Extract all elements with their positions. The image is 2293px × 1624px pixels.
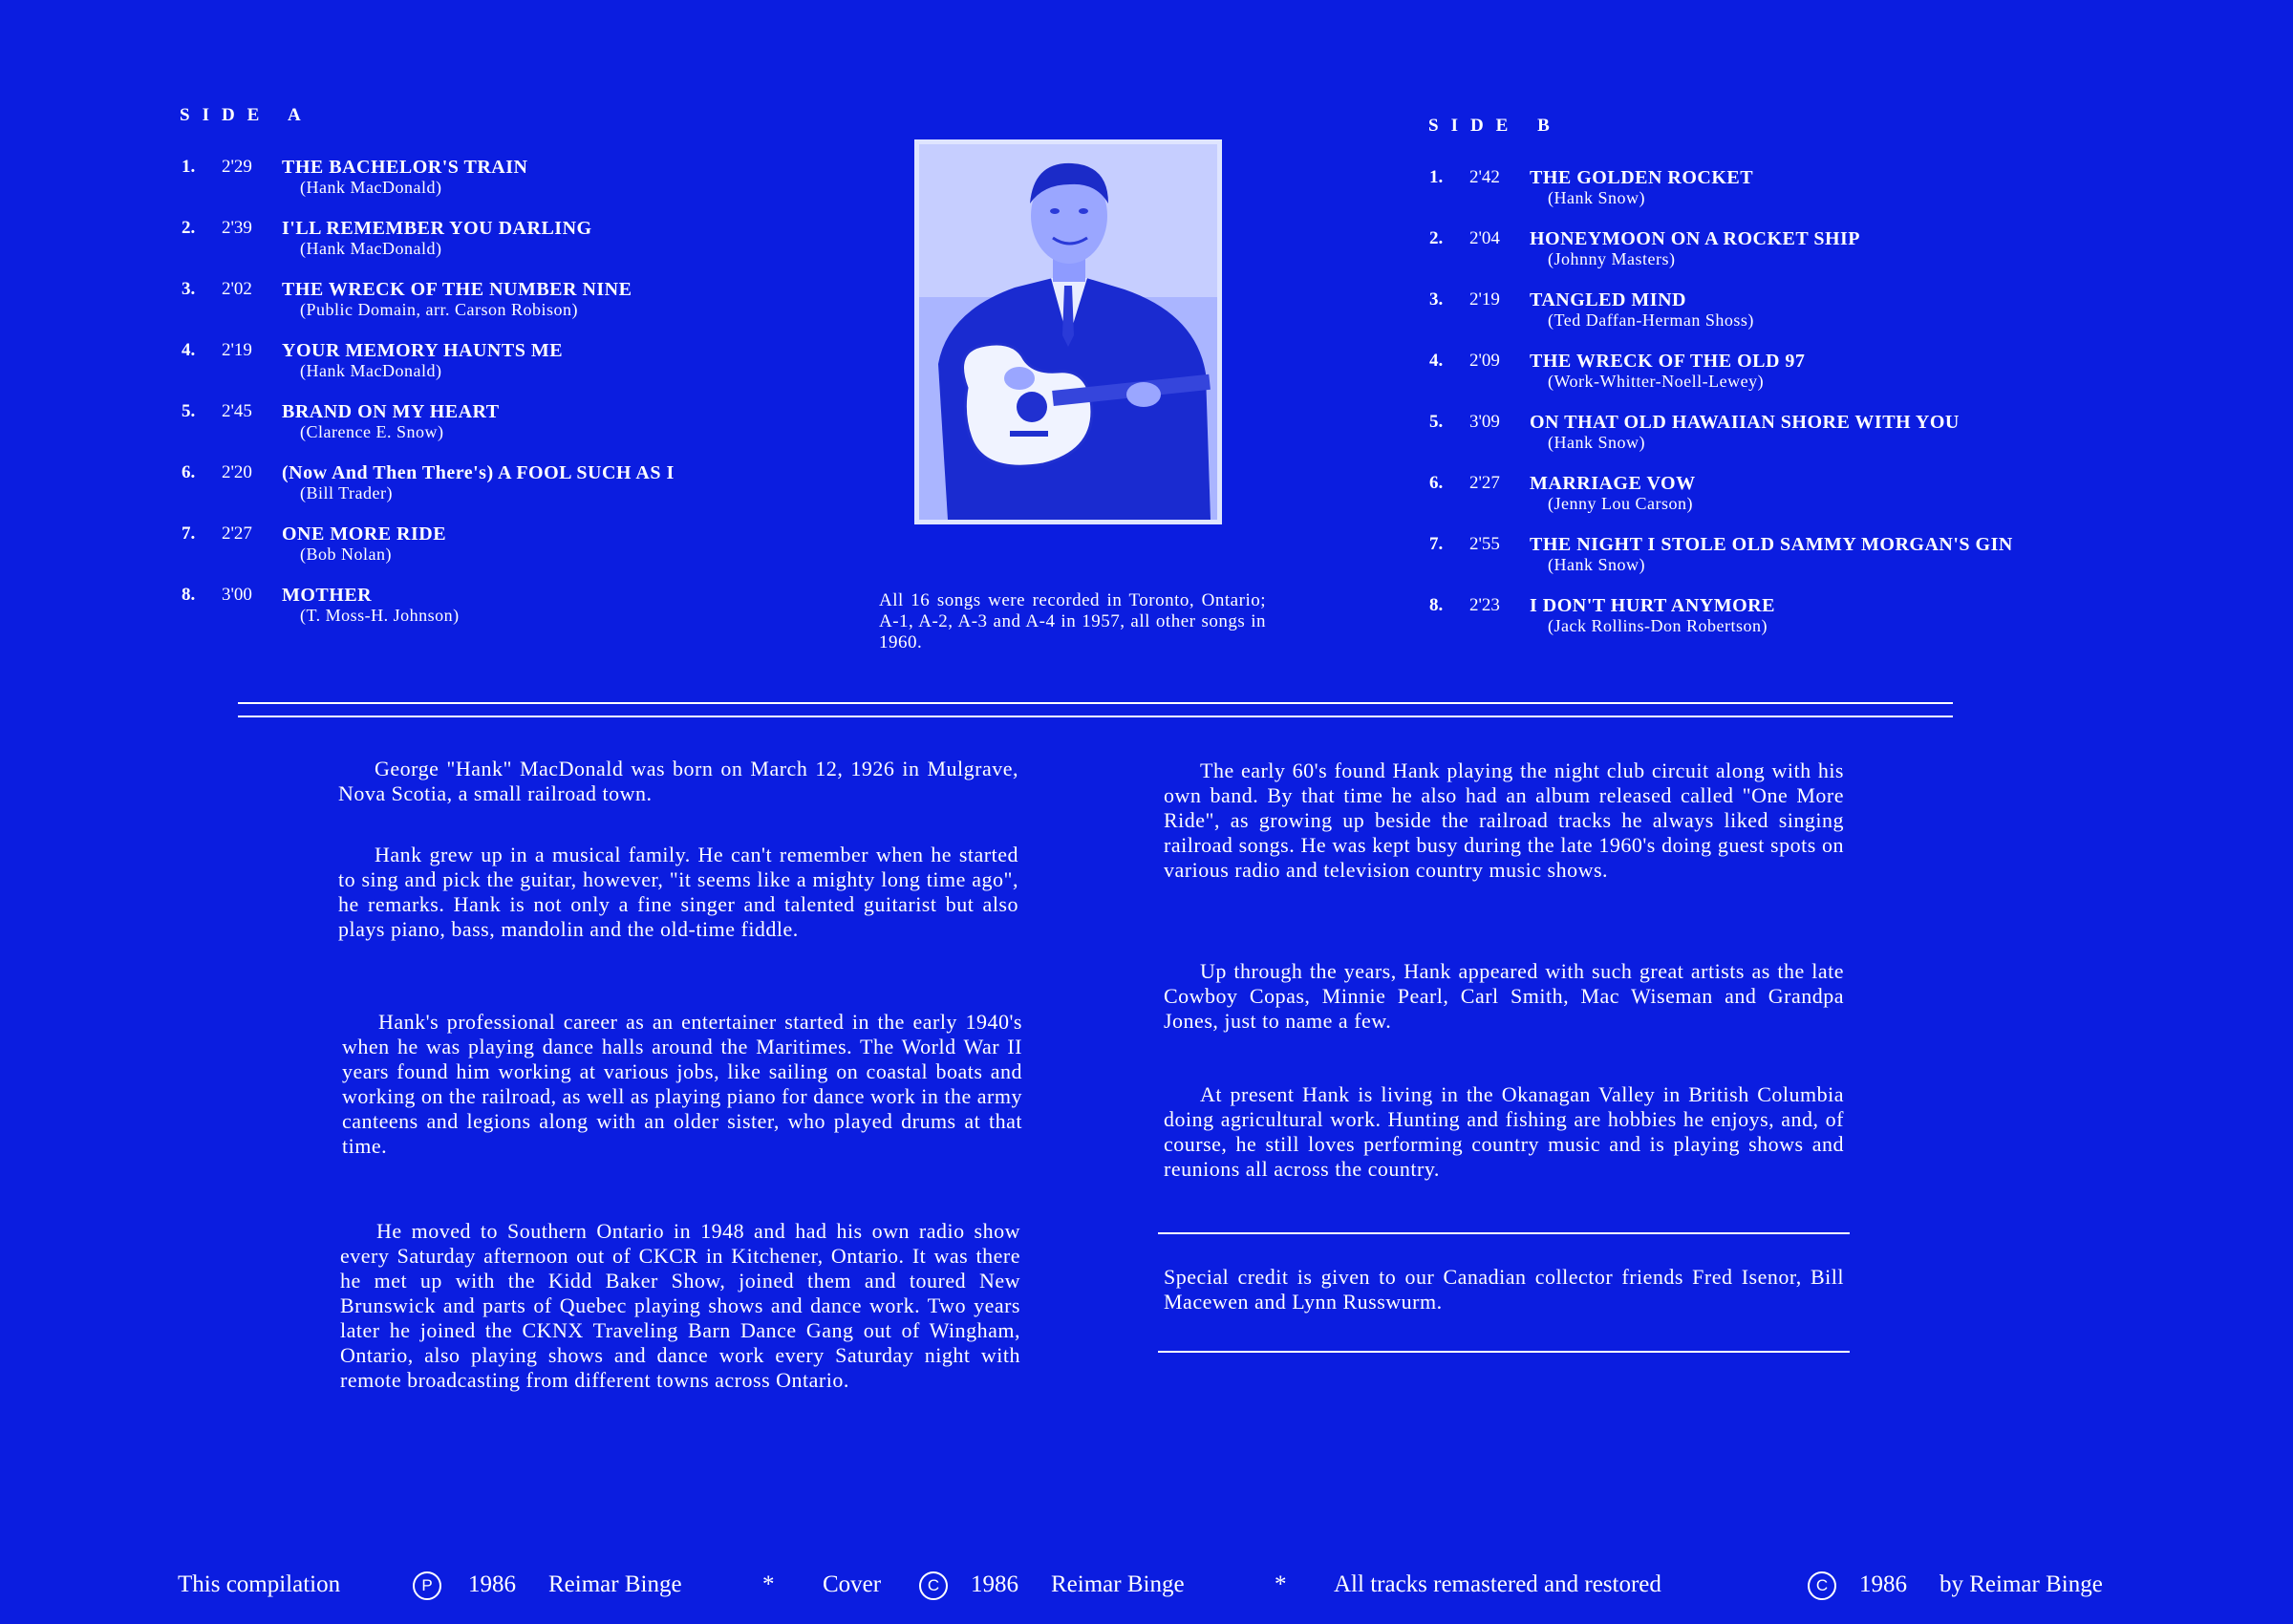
track-number: 3. <box>1429 289 1444 310</box>
copyright-footer <box>178 1571 2155 1606</box>
bio-paragraph: At present Hank is living in the Okanagan Valley in British Columbia doing agricultural work. Hunting and fishing are hobbies he enjoys, and, of course, he still loves performing country music and is playing shows and reunions all across the country. <box>1164 1082 1844 1181</box>
track-composer: (Hank MacDonald) <box>300 239 442 258</box>
copyright-symbol-icon: C <box>1808 1571 1836 1600</box>
track-composer: (Ted Daffan-Herman Shoss) <box>1548 310 1754 330</box>
track-composer: (Jenny Lou Carson) <box>1548 494 1693 513</box>
compilation-label: This compilation <box>178 1571 341 1597</box>
track-number: 5. <box>1429 412 1444 432</box>
track-composer: (Public Domain, arr. Carson Robison) <box>300 300 578 319</box>
track-duration: 2'27 <box>1469 473 1500 493</box>
track-composer: (Hank Snow) <box>1548 555 1645 574</box>
special-credit: Special credit is given to our Canadian collector friends Fred Isenor, Bill Macewen and Lynn Russwurm. <box>1164 1265 1844 1314</box>
track-duration: 2'19 <box>222 340 252 360</box>
track-number: 1. <box>182 157 196 177</box>
track-title: ON THAT OLD HAWAIIAN SHORE WITH YOU <box>1530 412 1960 433</box>
track-duration: 2'55 <box>1469 534 1500 554</box>
footer-year: 1986 <box>468 1571 516 1597</box>
track-title: MARRIAGE VOW <box>1530 473 1696 494</box>
track-title: THE BACHELOR'S TRAIN <box>282 157 528 178</box>
bio-paragraph: Hank's professional career as an entertainer started in the early 1940's when he was playing dance halls around the Maritimes. The World War II years found him working at various jobs, like sailing on coastal boats and working on the railroad, as well as playing piano for dance work in the army canteens and legions along with an older sister, who played drums at that time. <box>342 1010 1022 1158</box>
cover-label: Cover <box>823 1571 882 1597</box>
track-title: THE NIGHT I STOLE OLD SAMMY MORGAN'S GIN <box>1530 534 2013 555</box>
bio-paragraph: Hank grew up in a musical family. He can't remember when he started to sing and pick the guitar, however, "it seems like a mighty long time ago", he remarks. Hank is not only a fine singer and talented guitarist but also plays piano, bass, mandolin and the old-time fiddle. <box>338 843 1018 941</box>
bio-paragraph: The early 60's found Hank playing the night club circuit along with his own band. By that time he also had an album released called "One More Ride", as growing up beside the railroad tracks he always liked singing railroad songs. He was kept busy during the late 1960's doing guest spots on various radio and television country music shows. <box>1164 759 1844 882</box>
track-composer: (T. Moss-H. Johnson) <box>300 606 460 625</box>
track-composer: (Hank MacDonald) <box>300 178 442 197</box>
track-number: 6. <box>182 462 196 482</box>
credit-rule-bottom <box>1158 1351 1850 1353</box>
artist-photo <box>914 139 1222 524</box>
footer-by-owner: by Reimar Binge <box>1939 1571 2103 1597</box>
track-title: YOUR MEMORY HAUNTS ME <box>282 340 564 361</box>
track-duration: 2'02 <box>222 279 252 299</box>
track-title: HONEYMOON ON A ROCKET SHIP <box>1530 228 1861 249</box>
track-title: I DON'T HURT ANYMORE <box>1530 595 1775 616</box>
track-title: BRAND ON MY HEART <box>282 401 500 422</box>
track-duration: 2'04 <box>1469 228 1500 248</box>
track-duration: 2'23 <box>1469 595 1500 615</box>
track-title: I'LL REMEMBER YOU DARLING <box>282 218 592 239</box>
footer-year: 1986 <box>1859 1571 1907 1597</box>
artist-portrait-image <box>919 144 1217 520</box>
track-number: 6. <box>1429 473 1444 493</box>
track-duration: 2'45 <box>222 401 252 421</box>
track-title: TANGLED MIND <box>1530 289 1686 310</box>
track-duration: 2'42 <box>1469 167 1500 187</box>
track-number: 3. <box>182 279 196 299</box>
track-number: 5. <box>182 401 196 421</box>
footer-year: 1986 <box>971 1571 1018 1597</box>
track-duration: 2'29 <box>222 157 252 177</box>
track-number: 8. <box>182 585 196 605</box>
side-a-heading: SIDE A <box>180 105 313 125</box>
phonogram-symbol-icon: P <box>413 1571 441 1600</box>
track-duration: 2'19 <box>1469 289 1500 310</box>
track-number: 4. <box>182 340 196 360</box>
track-duration: 2'27 <box>222 524 252 544</box>
footer-owner: Reimar Binge <box>1051 1571 1185 1597</box>
bio-paragraph: Up through the years, Hank appeared with such great artists as the late Cowboy Copas, Minnie Pearl, Carl Smith, Mac Wiseman and Grandpa Jones, just to name a few. <box>1164 959 1844 1033</box>
track-title: MOTHER <box>282 585 373 606</box>
bio-paragraph: George "Hank" MacDonald was born on March 12, 1926 in Mulgrave, Nova Scotia, a small railroad town. <box>338 757 1018 805</box>
divider-rule-bottom <box>238 716 1953 717</box>
star-separator: * <box>1275 1571 1287 1597</box>
track-duration: 3'09 <box>1469 412 1500 432</box>
track-composer: (Work-Whitter-Noell-Lewey) <box>1548 372 1765 391</box>
track-number: 4. <box>1429 351 1444 371</box>
track-composer: (Bill Trader) <box>300 483 394 502</box>
track-title: THE WRECK OF THE NUMBER NINE <box>282 279 632 300</box>
track-title: THE WRECK OF THE OLD 97 <box>1530 351 1806 372</box>
track-number: 1. <box>1429 167 1444 187</box>
track-number: 8. <box>1429 595 1444 615</box>
track-title: (Now And Then There's) A FOOL SUCH AS I <box>282 462 675 483</box>
track-duration: 3'00 <box>222 585 252 605</box>
bio-paragraph: He moved to Southern Ontario in 1948 and had his own radio show every Saturday afternoon out of CKCR in Kitchener, Ontario. It was there he met up with the Kidd Baker Show, joined them and toured New Brunswick and parts of Quebec playing shows and dance work. Two years later he joined the CKNX Traveling Barn Dance Gang out of Wingham, Ontario, also playing shows and dance work every Saturday night with remote broadcasting from different towns across Ontario. <box>340 1219 1020 1392</box>
side-b-heading: SIDE B <box>1428 116 1562 136</box>
credit-rule-top <box>1158 1232 1850 1234</box>
track-composer: (Clarence E. Snow) <box>300 422 444 441</box>
track-composer: (Jack Rollins-Don Robertson) <box>1548 616 1768 635</box>
divider-rule-top <box>238 702 1953 704</box>
track-duration: 2'20 <box>222 462 252 482</box>
track-duration: 2'39 <box>222 218 252 238</box>
track-title: THE GOLDEN ROCKET <box>1530 167 1754 188</box>
track-number: 2. <box>1429 228 1444 248</box>
track-composer: (Hank Snow) <box>1548 433 1645 452</box>
track-number: 2. <box>182 218 196 238</box>
track-number: 7. <box>182 524 196 544</box>
track-duration: 2'09 <box>1469 351 1500 371</box>
track-composer: (Johnny Masters) <box>1548 249 1676 268</box>
recording-note: All 16 songs were recorded in Toronto, Ontario; A-1, A-2, A-3 and A-4 in 1957, all other songs in 1960. <box>879 590 1266 652</box>
track-composer: (Hank Snow) <box>1548 188 1645 207</box>
track-composer: (Bob Nolan) <box>300 545 392 564</box>
copyright-symbol-icon: C <box>919 1571 948 1600</box>
track-number: 7. <box>1429 534 1444 554</box>
track-title: ONE MORE RIDE <box>282 524 447 545</box>
footer-owner: Reimar Binge <box>548 1571 682 1597</box>
remaster-label: All tracks remastered and restored <box>1334 1571 1661 1597</box>
track-composer: (Hank MacDonald) <box>300 361 442 380</box>
star-separator: * <box>762 1571 775 1597</box>
